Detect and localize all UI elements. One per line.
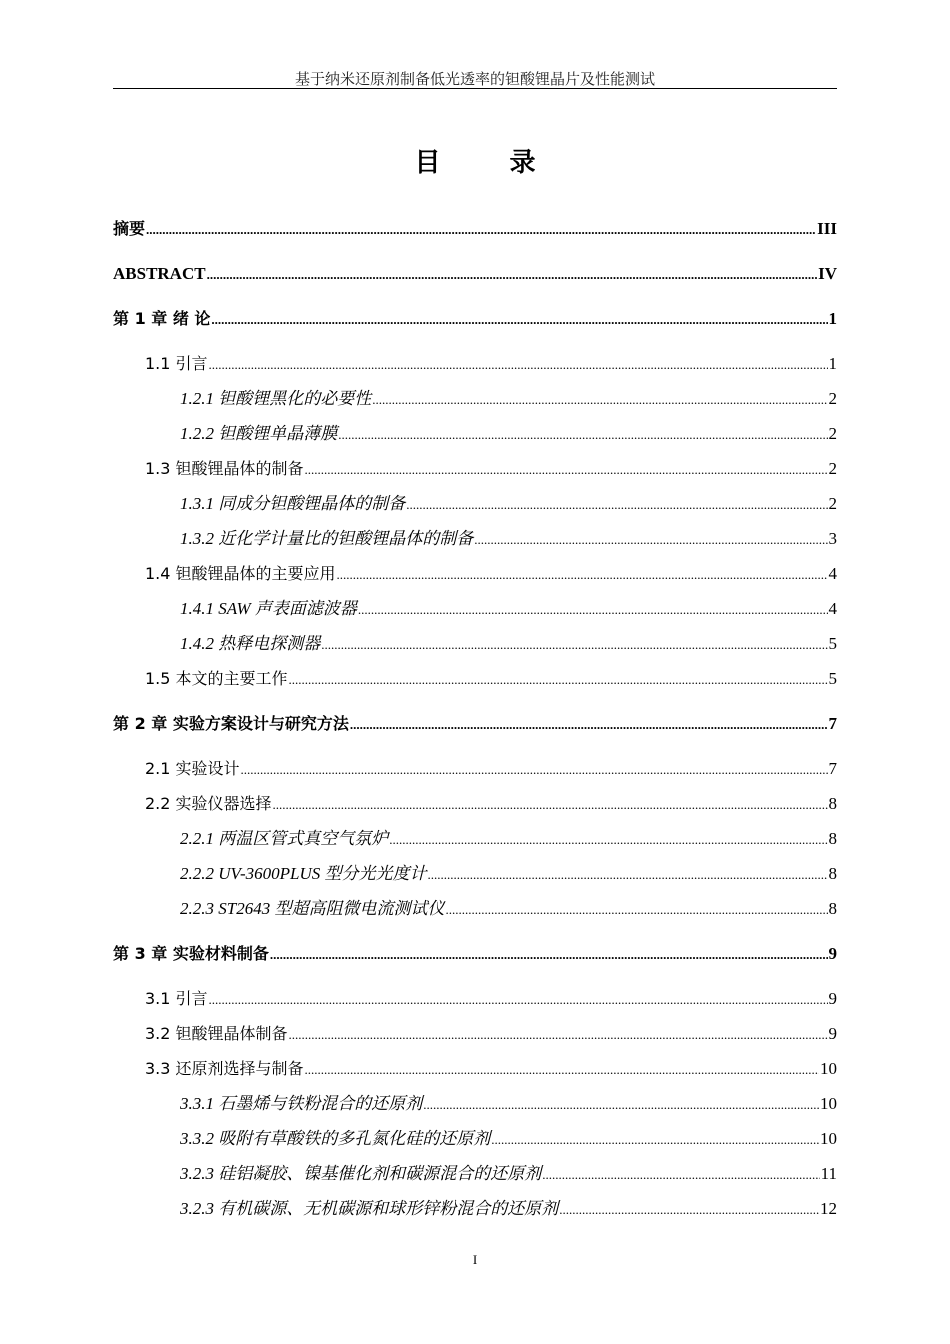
dot-leader — [270, 937, 828, 972]
toc-entry-label: 3.2.3 硅铝凝胶、镍基催化剂和碳源混合的还原剂 — [180, 1164, 542, 1183]
toc-entry-label: 1.4.2 热释电探测器 — [180, 634, 321, 653]
toc-entry[interactable] — [113, 751, 837, 786]
dot-leader — [321, 627, 827, 662]
dot-leader — [305, 1052, 819, 1087]
dot-leader — [289, 1017, 828, 1052]
toc-entry[interactable] — [113, 1156, 837, 1191]
toc-entry-page: 5 — [828, 669, 837, 688]
toc-entry-label: 1.4.1 SAW 声表面滤波器 — [180, 599, 357, 618]
toc-entry-label: 1.5 本文的主要工作 — [145, 669, 288, 688]
toc-entry-page: 2 — [828, 459, 837, 478]
toc-entry-label: 3.1 引言 — [145, 989, 208, 1008]
dot-leader — [241, 752, 828, 787]
toc-entry[interactable] — [113, 1121, 837, 1156]
toc-entry-label: 1.1 引言 — [145, 354, 208, 373]
toc-entry-page: 12 — [820, 1199, 837, 1218]
toc-entry-page: IV — [818, 264, 837, 283]
toc-entry-page: 10 — [820, 1059, 837, 1078]
dot-leader — [338, 417, 827, 452]
dot-leader — [406, 487, 827, 522]
toc-entry-label: 1.2.1 钽酸锂黑化的必要性 — [180, 389, 372, 408]
dot-leader — [542, 1157, 819, 1192]
toc-entry-label: 3.2.3 有机碳源、无机碳源和球形锌粉混合的还原剂 — [180, 1199, 559, 1218]
toc-entry[interactable] — [113, 416, 837, 451]
toc-entry-page: 5 — [828, 634, 837, 653]
toc-entry-page: 1 — [828, 354, 837, 373]
toc-entry-label: 1.3.2 近化学计量比的钽酸锂晶体的制备 — [180, 529, 474, 548]
dot-leader — [146, 212, 816, 247]
header-divider — [113, 88, 837, 89]
toc-entry[interactable] — [113, 556, 837, 591]
dot-leader — [273, 787, 828, 822]
toc-entry-label: 1.3.1 同成分钽酸锂晶体的制备 — [180, 494, 406, 513]
toc-entry[interactable] — [113, 936, 837, 971]
toc-entry[interactable] — [113, 591, 837, 626]
toc-entry[interactable] — [113, 256, 837, 291]
toc-entry[interactable] — [113, 346, 837, 381]
toc-entry[interactable] — [113, 486, 837, 521]
toc-entry[interactable] — [113, 786, 837, 821]
toc-entry[interactable] — [113, 856, 837, 891]
toc-entry-label: 3.3.1 石墨烯与铁粉混合的还原剂 — [180, 1094, 423, 1113]
toc-entry-label: 2.2.2 UV-3600PLUS 型分光光度计 — [180, 864, 427, 883]
toc-entry-label: 2.1 实验设计 — [145, 759, 240, 778]
toc-entry[interactable] — [113, 891, 837, 926]
toc-entry[interactable] — [113, 211, 837, 246]
toc-entry-page: 3 — [828, 529, 837, 548]
toc-entry-label: 3.3.2 吸附有草酸铁的多孔氮化硅的还原剂 — [180, 1129, 491, 1148]
toc-entry[interactable] — [113, 301, 837, 336]
toc-entry-label: 第 1 章 绪 论 — [113, 309, 211, 328]
toc-entry-page: 2 — [828, 424, 837, 443]
toc-entry-label: ABSTRACT — [113, 264, 206, 283]
page-title: 目 录 — [414, 148, 566, 178]
toc-entry-page: 8 — [828, 829, 837, 848]
dot-leader — [209, 347, 828, 382]
table-of-contents — [113, 201, 837, 1226]
toc-entry[interactable] — [113, 1191, 837, 1226]
toc-entry[interactable] — [113, 661, 837, 696]
dot-leader — [350, 707, 828, 742]
toc-entry-page: III — [817, 219, 837, 238]
toc-entry-label: 第 2 章 实验方案设计与研究方法 — [113, 714, 349, 733]
toc-entry-label: 3.3 还原剂选择与制备 — [145, 1059, 304, 1078]
toc-entry-page: 9 — [828, 944, 837, 963]
toc-entry-page: 9 — [828, 989, 837, 1008]
toc-entry[interactable] — [113, 1086, 837, 1121]
toc-entry[interactable] — [113, 821, 837, 856]
toc-entry-label: 2.2 实验仪器选择 — [145, 794, 272, 813]
dot-leader — [209, 982, 828, 1017]
dot-leader — [491, 1122, 819, 1157]
dot-leader — [445, 892, 827, 927]
toc-entry-page: 7 — [828, 714, 837, 733]
toc-entry-page: 9 — [828, 1024, 837, 1043]
dot-leader — [211, 302, 827, 337]
toc-entry[interactable] — [113, 981, 837, 1016]
toc-entry-page: 2 — [828, 494, 837, 513]
toc-entry-page: 8 — [828, 899, 837, 918]
page-number: I — [472, 1252, 478, 1267]
toc-entry-page: 4 — [828, 564, 837, 583]
dot-leader — [358, 592, 828, 627]
dot-leader — [428, 857, 828, 892]
toc-entry-label: 2.2.1 两温区管式真空气氛炉 — [180, 829, 389, 848]
toc-entry-page: 8 — [828, 794, 837, 813]
toc-entry-label: 2.2.3 ST2643 型超高阻微电流测试仪 — [180, 899, 445, 918]
dot-leader — [337, 557, 828, 592]
dot-leader — [474, 522, 827, 557]
dot-leader — [372, 382, 827, 417]
dot-leader — [305, 452, 828, 487]
toc-entry[interactable] — [113, 1016, 837, 1051]
toc-entry-page: 4 — [828, 599, 837, 618]
toc-entry-page: 2 — [828, 389, 837, 408]
toc-entry[interactable] — [113, 626, 837, 661]
running-header: 基于纳米还原剂制备低光透率的钽酸锂晶片及性能测试 — [294, 72, 655, 88]
toc-entry[interactable] — [113, 1051, 837, 1086]
toc-entry-page: 10 — [820, 1129, 837, 1148]
toc-entry-page: 1 — [828, 309, 837, 328]
toc-entry[interactable] — [113, 706, 837, 741]
dot-leader — [207, 257, 818, 292]
toc-entry-label: 1.4 钽酸锂晶体的主要应用 — [145, 564, 336, 583]
toc-entry-label: 第 3 章 实验材料制备 — [113, 944, 269, 963]
toc-entry-label: 3.2 钽酸锂晶体制备 — [145, 1024, 288, 1043]
toc-entry-page: 10 — [820, 1094, 837, 1113]
dot-leader — [289, 662, 828, 697]
dot-leader — [423, 1087, 819, 1122]
toc-entry-label: 摘要 — [113, 219, 146, 238]
toc-entry-page: 11 — [820, 1164, 837, 1183]
toc-entry[interactable] — [113, 521, 837, 556]
toc-entry-label: 1.2.2 钽酸锂单晶薄膜 — [180, 424, 338, 443]
dot-leader — [559, 1192, 819, 1227]
toc-entry-label: 1.3 钽酸锂晶体的制备 — [145, 459, 304, 478]
toc-entry-page: 7 — [828, 759, 837, 778]
dot-leader — [389, 822, 827, 857]
toc-entry-page: 8 — [828, 864, 837, 883]
toc-entry[interactable] — [113, 381, 837, 416]
toc-entry[interactable] — [113, 451, 837, 486]
